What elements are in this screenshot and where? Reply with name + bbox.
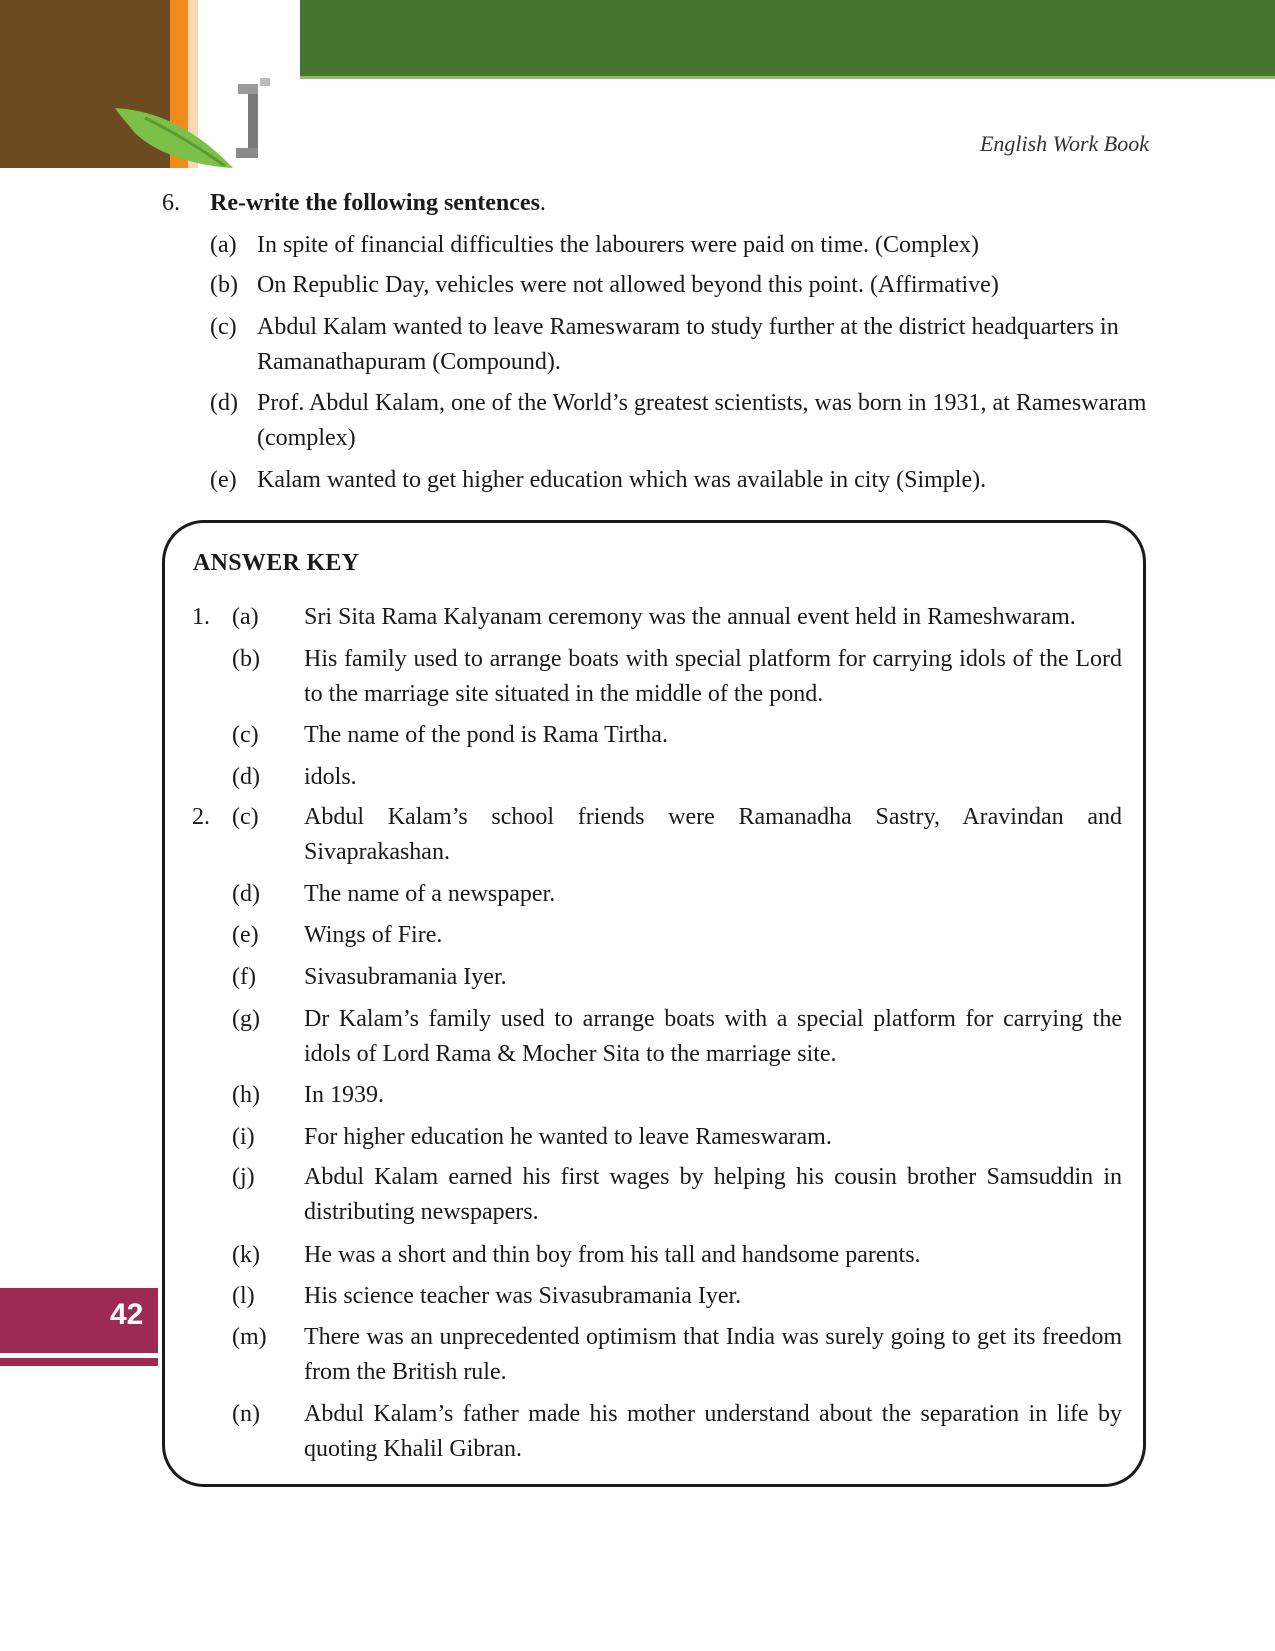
answer-text: Abdul Kalam’s father made his mother understand about the separation in life by quoting Khalil Gibran. xyxy=(304,1401,1122,1462)
exercise-item-label: (b) xyxy=(210,272,238,298)
exercise-item-text: Abdul Kalam wanted to leave Rameswaram to study further at the district headquarters in Ramanathapuram (Compound). xyxy=(257,314,1119,375)
answer-text: Dr Kalam’s family used to arrange boats with a special platform for carrying the idols of Lord Rama & Mocher Sita to the marriage site. xyxy=(304,1006,1122,1067)
figure-icon xyxy=(232,78,272,170)
answer-text: Abdul Kalam’s school friends were Ramanadha Sastry, Aravindan and Sivaprakashan. xyxy=(304,804,1122,865)
answer-label: (g) xyxy=(232,1006,260,1032)
answer-number: 1. xyxy=(192,604,210,630)
question-title xyxy=(210,190,546,217)
exercise-item-label: (c) xyxy=(210,314,237,340)
question-title-period: . xyxy=(539,190,546,216)
exercise-item-text: Kalam wanted to get higher education which was available in city (Simple). xyxy=(257,467,987,493)
answer-text: The name of a newspaper. xyxy=(304,881,556,907)
exercise-item-text: Prof. Abdul Kalam, one of the World’s greatest scientists, was born in 1931, at Rameswaram (complex) xyxy=(257,390,1147,451)
header-green-bar xyxy=(300,0,1275,76)
answer-label: (d) xyxy=(232,881,260,907)
answer-label: (l) xyxy=(232,1283,255,1309)
answer-label: (m) xyxy=(232,1324,267,1350)
answer-label: (j) xyxy=(232,1164,255,1190)
answer-text: He was a short and thin boy from his tall and handsome parents. xyxy=(304,1242,921,1268)
answer-key-title: ANSWER KEY xyxy=(193,550,360,576)
answer-label: (c) xyxy=(232,804,259,830)
book-title: English Work Book xyxy=(979,131,1149,156)
page-number-underline xyxy=(0,1358,158,1366)
answer-text: Sri Sita Rama Kalyanam ceremony was the annual event held in Rameshwaram. xyxy=(304,604,1076,630)
page-number: 42 xyxy=(110,1298,144,1331)
exercise-item-label: (d) xyxy=(210,390,238,416)
answer-label: (i) xyxy=(232,1124,255,1150)
answer-label: (d) xyxy=(232,764,260,790)
question-title-text: Re-write the following sentences xyxy=(210,190,540,216)
answer-text: His family used to arrange boats with special platform for carrying idols of the Lord to the marriage site situated in the middle of the pond. xyxy=(304,646,1122,707)
exercise-item-label: (e) xyxy=(210,467,237,493)
answer-text: Sivasubramania Iyer. xyxy=(304,964,507,990)
answer-text: His science teacher was Sivasubramania Iyer. xyxy=(304,1283,742,1309)
answer-text: The name of the pond is Rama Tirtha. xyxy=(304,722,668,748)
answer-text: Abdul Kalam earned his first wages by helping his cousin brother Samsuddin in distributing newspapers. xyxy=(304,1164,1122,1225)
answer-label: (n) xyxy=(232,1401,260,1427)
exercise-item-text: In spite of financial difficulties the labourers were paid on time. (Complex) xyxy=(257,232,980,258)
answer-label: (h) xyxy=(232,1082,260,1108)
header-green-underline xyxy=(300,76,1275,79)
answer-label: (a) xyxy=(232,604,259,630)
answer-label: (b) xyxy=(232,646,260,672)
answer-number: 2. xyxy=(192,804,210,830)
leaf-icon xyxy=(115,108,235,170)
answer-text: In 1939. xyxy=(304,1082,384,1108)
answer-label: (e) xyxy=(232,922,259,948)
answer-text: Wings of Fire. xyxy=(304,922,443,948)
exercise-item-label: (a) xyxy=(210,232,237,258)
answer-label: (f) xyxy=(232,964,256,990)
answer-text: There was an unprecedented optimism that India was surely going to get its freedom from the British rule. xyxy=(304,1324,1122,1385)
answer-label: (c) xyxy=(232,722,259,748)
exercise-item-text: On Republic Day, vehicles were not allowed beyond this point. (Affirmative) xyxy=(257,272,999,298)
answer-text: idols. xyxy=(304,764,357,790)
answer-text: For higher education he wanted to leave Rameswaram. xyxy=(304,1124,832,1150)
answer-label: (k) xyxy=(232,1242,260,1268)
question-number: 6. xyxy=(162,190,180,216)
